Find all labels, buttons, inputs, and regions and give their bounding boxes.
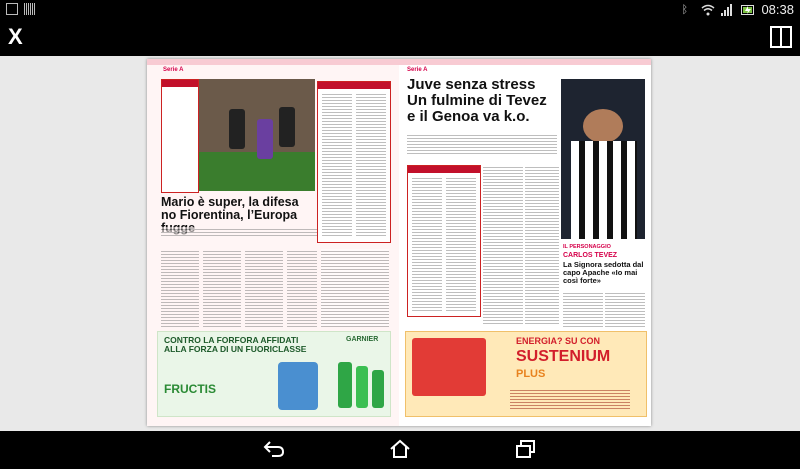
bottle-image xyxy=(356,366,368,408)
wifi-icon xyxy=(701,4,713,16)
player-ratings-box xyxy=(317,81,391,243)
player-ratings-box xyxy=(407,165,481,317)
lineup-box xyxy=(161,79,199,193)
close-button[interactable]: X xyxy=(8,24,23,49)
text-column xyxy=(161,249,199,327)
article-headline: Mario è super, la difesa no Fiorentina, l’Europa xyxy=(161,195,299,223)
match-photo xyxy=(199,79,315,191)
page-viewer[interactable] xyxy=(0,56,800,431)
text-column xyxy=(483,165,523,325)
ad-brand: SUSTENIUM xyxy=(516,348,611,365)
image-icon xyxy=(6,3,18,15)
footballer-image xyxy=(278,362,318,410)
page-layout-toggle-icon[interactable] xyxy=(770,26,792,48)
page-header-strip xyxy=(147,59,399,65)
signal-icon xyxy=(721,4,733,16)
sustenium-ad[interactable] xyxy=(405,331,647,417)
ad-partner: GARNIER xyxy=(346,336,379,343)
text-column xyxy=(245,249,283,327)
ad-brand: FRUCTIS xyxy=(164,382,216,396)
ad-body-text xyxy=(510,388,630,410)
ad-headline: CONTRO LA FORFORA AFFIDATI ALLA FORZA DI UN FUORICLASSE xyxy=(164,335,307,355)
ad-brand-sub: PLUS xyxy=(516,368,546,380)
side-name: CARLOS TEVEZ xyxy=(563,252,618,259)
home-icon[interactable] xyxy=(388,439,412,464)
status-bar xyxy=(0,0,800,20)
subheadline xyxy=(161,227,317,237)
bottle-image xyxy=(372,370,384,408)
reader-toolbar xyxy=(0,20,800,56)
interview-box xyxy=(321,249,389,327)
section-tag: Serie A xyxy=(163,67,184,73)
battery-charging-icon xyxy=(741,4,753,16)
ad-headline: ENERGIA? SU CON xyxy=(516,336,601,346)
barcode-icon xyxy=(24,3,36,15)
recent-apps-icon[interactable] xyxy=(514,439,538,464)
section-tag: Serie A xyxy=(407,67,428,73)
back-icon[interactable] xyxy=(262,439,286,464)
text-column xyxy=(563,291,603,327)
side-headline: La Signora sedotta dal capo Apache «Io mai così forte» xyxy=(563,260,644,285)
side-label: IL PERSONAGGIO xyxy=(563,244,611,250)
text-column xyxy=(525,165,559,325)
text-column xyxy=(287,249,317,327)
subheadline xyxy=(407,133,557,155)
bottle-image xyxy=(338,362,352,408)
navigation-bar xyxy=(0,431,800,469)
product-box-image xyxy=(412,338,486,396)
article-headline: Juve senza stress Un fulmine di Tevez e il Genoa va k.o. xyxy=(407,76,547,125)
text-column xyxy=(605,291,645,327)
left-page[interactable] xyxy=(147,59,400,426)
bluetooth-icon: ᛒ xyxy=(681,3,689,16)
text-column xyxy=(203,249,241,327)
clock: 08:38 xyxy=(761,2,794,17)
fructis-ad[interactable] xyxy=(157,331,391,417)
newspaper-spread[interactable] xyxy=(147,59,651,426)
right-page[interactable] xyxy=(399,59,651,426)
tevez-photo xyxy=(561,79,645,239)
page-header-strip xyxy=(399,59,651,65)
